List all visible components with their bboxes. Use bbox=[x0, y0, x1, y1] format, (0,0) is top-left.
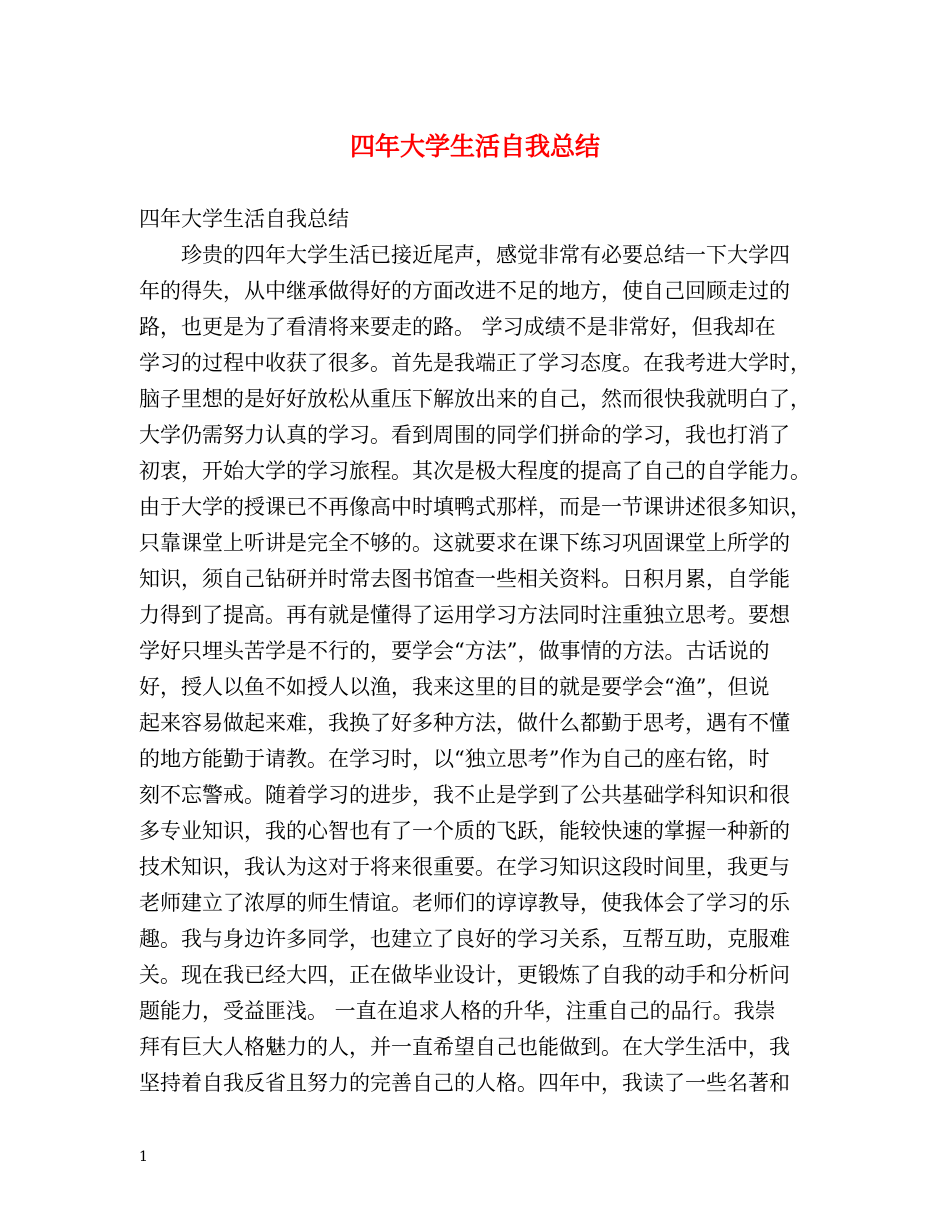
body-line: 知识，须自己钻研并时常去图书馆查一些相关资料。日积月累，自学能 bbox=[139, 567, 790, 591]
document-title: 四年大学生活自我总结 bbox=[349, 132, 600, 161]
body-line: 好，授人以鱼不如授人以渔，我来这里的目的就是要学会“渔”，但说 bbox=[139, 675, 770, 699]
body-line: 力得到了提高。再有就是懂得了运用学习方法同时注重独立思考。要想 bbox=[139, 603, 790, 627]
body-line: 刻不忘警戒。随着学习的进步，我不止是学到了公共基础学科知识和很 bbox=[139, 783, 790, 807]
body-line: 初衷，开始大学的学习旅程。其次是极大程度的提高了自己的自学能力。 bbox=[139, 459, 811, 483]
body-line: 趣。我与身边许多同学，也建立了良好的学习关系，互帮互助，克服难 bbox=[139, 927, 790, 951]
body-line: 老师建立了浓厚的师生情谊。老师们的谆谆教导，使我体会了学习的乐 bbox=[139, 891, 790, 915]
body-line: 技术知识，我认为这对于将来很重要。在学习知识这段时间里，我更与 bbox=[139, 855, 790, 879]
body-line: 题能力，受益匪浅。 一直在追求人格的升华，注重自己的品行。我崇 bbox=[139, 999, 776, 1023]
body-line: 拜有巨大人格魅力的人，并一直希望自己也能做到。在大学生活中，我 bbox=[139, 1035, 790, 1059]
body-line: 年的得失，从中继承做得好的方面改进不足的地方，使自己回顾走过的 bbox=[139, 279, 790, 303]
body-line: 只靠课堂上听讲是完全不够的。这就要求在课下练习巩固课堂上所学的 bbox=[139, 531, 790, 555]
page-number: 1 bbox=[139, 1149, 148, 1165]
document-subtitle: 四年大学生活自我总结 bbox=[139, 207, 349, 231]
body-line: 大学仍需努力认真的学习。看到周围的同学们拼命的学习，我也打消了 bbox=[139, 423, 790, 447]
body-line: 由于大学的授课已不再像高中时填鸭式那样，而是一节课讲述很多知识， bbox=[139, 495, 811, 519]
body-line: 路，也更是为了看清将来要走的路。 学习成绩不是非常好，但我却在 bbox=[139, 315, 776, 339]
body-line: 学好只埋头苦学是不行的，要学会“方法”，做事情的方法。古话说的 bbox=[139, 639, 770, 663]
document-body bbox=[139, 237, 829, 1101]
body-line: 学习的过程中收获了很多。首先是我端正了学习态度。在我考进大学时， bbox=[139, 351, 811, 375]
body-line: 脑子里想的是好好放松从重压下解放出来的自己，然而很快我就明白了， bbox=[139, 387, 811, 411]
body-line: 的地方能勤于请教。在学习时，以“独立思考”作为自己的座右铭，时 bbox=[139, 747, 770, 771]
body-line: 关。现在我已经大四，正在做毕业设计，更锻炼了自我的动手和分析问 bbox=[139, 963, 790, 987]
body-line: 珍贵的四年大学生活已接近尾声，感觉非常有必要总结一下大学四 bbox=[181, 243, 790, 267]
body-line: 起来容易做起来难，我换了好多种方法，做什么都勤于思考，遇有不懂 bbox=[139, 711, 790, 735]
body-line: 多专业知识，我的心智也有了一个质的飞跃，能较快速的掌握一种新的 bbox=[139, 819, 790, 843]
body-line: 坚持着自我反省且努力的完善自己的人格。四年中，我读了一些名著和 bbox=[139, 1071, 790, 1095]
